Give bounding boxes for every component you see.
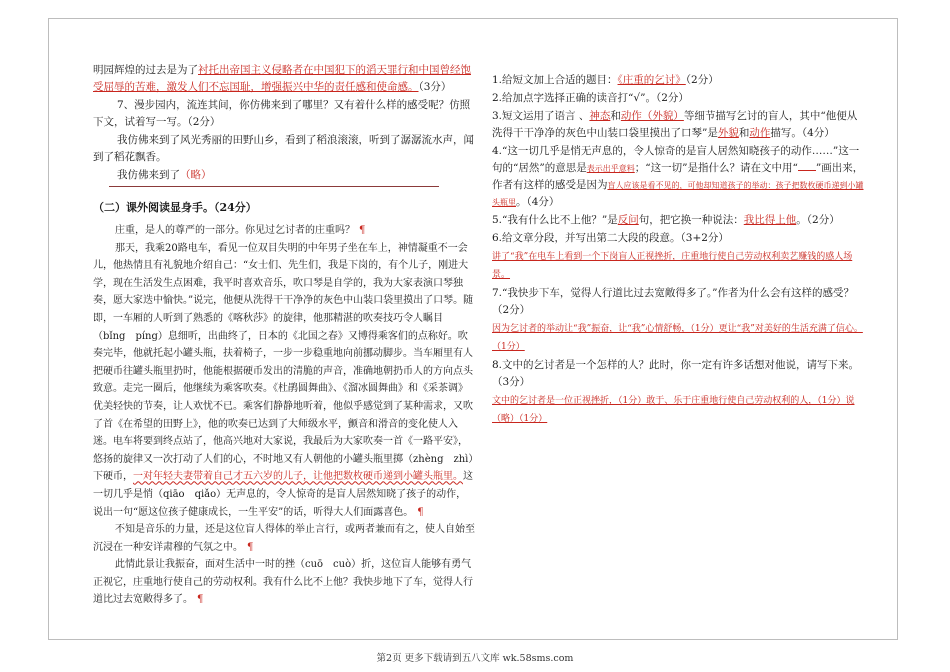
question-3: 3.短文运用了语言 、神态和动作（外貌）等细节描写乞讨的盲人，其中“他便从洗得干干净净的灰色中山装口袋里摸出了口琴”是外貌和动作描写。（4分） bbox=[492, 110, 858, 139]
answer-rule bbox=[109, 186, 439, 187]
q7-answer-line bbox=[93, 167, 475, 184]
right-column bbox=[492, 72, 864, 429]
underline-mark bbox=[798, 170, 816, 171]
section-title: （二）课外阅读显身手。（24分） bbox=[93, 201, 257, 214]
story-para-3: 不知是音乐的力量，还是这位盲人得体的举止言行，或两者兼而有之，使人自始至沉浸在一种安详肃穆的气氛之中。 ¶ bbox=[93, 524, 475, 553]
q7-answer-right: 因为乞讨者的举动让“我”振奋，让“我”心情舒畅，（1分）更让“我”对美好的生活充满了信心。（1分） bbox=[492, 324, 863, 352]
story-para-2: 那天，我乘20路电车，看见一位双目失明的中年男子坐在车上，神情凝重不一会儿，他热情且有礼貌地介绍自己：“女士们、先生们，我是下岗的，有个儿子，刚进大学，现在生活发生点困难，我平时喜欢音乐，吹口琴是自学的，我为大家表演口琴独奏，愿大家迭中愉快。”说完，他便从洗得干干净净的灰色中山装口袋里摸出了口琴。随即，一车厢的人听到了熟悉的《喀秋莎》的旋律，他那精湛的吹奏技巧令人瞩目（bǐng píng）息细听，出曲终了，日本的《北国之春》又博得乘客们的点称好。吹奏完毕，他就托起小罐头瓶，扶着椅子，一步一步稳重地向前挪动脚步。当车厢里有人把硬币往罐头瓶里扔时，他能根据硬币发出的清脆的声音，准确地朝扔币人的方向点头致意。走完一圈后，他继续为乘客吹奏。《杜鹃圆舞曲》、《溜冰圆舞曲》和《采茶调》优美轻快的节奏，让人欢忧不已。乘客们静静地听着，他似乎感觉到了某种需求，又吹了首《在希望的田野上》，他的吹奏已达到了大师级水平，颤音和滑音的变化使人入迷。电车将要到终点站了，他高兴地对大家说，我最后为大家吹奏一首《一路平安》，悠扬的旋律又一次打动了人们的心，不时地又有人朝他的小罐头瓶里掷（zhèng zhì）下硬币，一对年轻夫妻带着自己才五六岁的儿子，让他把数枚硬币递到小罐头瓶里。这一切几乎是悄（qiāo qiǎo）无声息的，令人惊奇的是盲人居然知晓了孩子的动作，说出一句“愿这位孩子健康成长，一生平安”的话，听得大人们面露喜色。 ¶ bbox=[93, 242, 474, 518]
q6-score: （3分） bbox=[418, 81, 452, 93]
q8-answer: 文中的乞讨者是一位正视挫折，（1分）敢于、乐于庄重地行使自己劳动权利的人，（1分）说（略）（1分） bbox=[492, 396, 855, 424]
q7-lead: 我仿佛来到了 bbox=[117, 169, 180, 181]
pilcrow-mark: ¶ bbox=[359, 225, 366, 236]
story-para-1: 庄重，是人的尊严的一部分。你见过乞讨者的庄重吗？ ¶ bbox=[115, 225, 366, 236]
page-footer: 第2页 更多下载请到五八文库 wk.58sms.com bbox=[376, 653, 574, 664]
story-passage bbox=[93, 222, 475, 609]
q7-example: 我仿佛来到了风光秀丽的田野山乡，看到了稻浪滚滚，听到了潺潺流水声，闻到了稻花飘香。 bbox=[93, 134, 474, 163]
q6-answer: 衬托出帝国主义侵略者在中国犯下的滔天罪行和中国曾经饱受屈辱的苦难，激发人们不忘国耻，增强振兴中华的责任感和使命感。 bbox=[93, 64, 471, 93]
q7-answer: （略） bbox=[180, 169, 212, 181]
question-6: 6.给文章分段，并写出第二大段的段意。（3+2分） bbox=[492, 232, 729, 244]
q6-answer-paragraph bbox=[93, 62, 475, 96]
question-2: 2.给加点字选择正确的读音打“√”。（2分） bbox=[492, 92, 689, 104]
q7-question: 7、漫步园内，流连其间，你仿佛来到了哪里？又有着什么样的感受呢？仿照下文，试着写一写。（2分） bbox=[93, 99, 471, 128]
q6-answer-right: 讲了“我”在电车上看到一个下岗盲人正视挫折，庄重地行使自己劳动权利卖艺赚钱的感人场景。 bbox=[492, 252, 853, 280]
question-5: 5.“我有什么比不上他？”是反问句，把它换一种说法：我比得上他。（2分） bbox=[492, 214, 840, 226]
question-8: 8.文中的乞讨者是一个怎样的人？此时，你一定有许多话想对他说，请写下来。（3分） bbox=[492, 359, 860, 388]
story-para-4: 此情此景让我振奋，面对生活中一时的挫（cuō cuò）折，这位盲人能够有勇气正视它，庄重地行使自己的劳动权利。我有什么比不上他？我快步地下了车，觉得人行道比过去宽敞得多了。 ¶ bbox=[93, 559, 473, 606]
question-1: 1.给短文加上合适的题目：《庄重的乞讨》（2分） bbox=[492, 74, 719, 86]
question-7: 7.“我快步下车，觉得人行道比过去宽敞得多了。”作者为什么会有这样的感受？（2分） bbox=[492, 287, 855, 316]
question-4: 4.“这一切几乎是悄无声息的，令人惊奇的是盲人居然知晓孩子的动作……”这一句的“居然”的意思是表示出乎意料；“这一切”是指什么？请在文中用“ ”画出来，作者有这样的感受是因为盲人应该是看不见的，可他却知道孩子的举动：孩子把数枚硬币递到小罐头瓶里。（4分） bbox=[492, 145, 864, 208]
q6-lead-text: 明园辉煌的过去是为了 bbox=[93, 64, 198, 76]
q1-answer: 《庄重的乞讨》 bbox=[617, 74, 686, 86]
left-column bbox=[93, 62, 475, 609]
marked-sentence: 一对年轻夫妻带着自己才五六岁的儿子，让他把数枚硬币递到小罐头瓶里。 bbox=[133, 471, 463, 483]
